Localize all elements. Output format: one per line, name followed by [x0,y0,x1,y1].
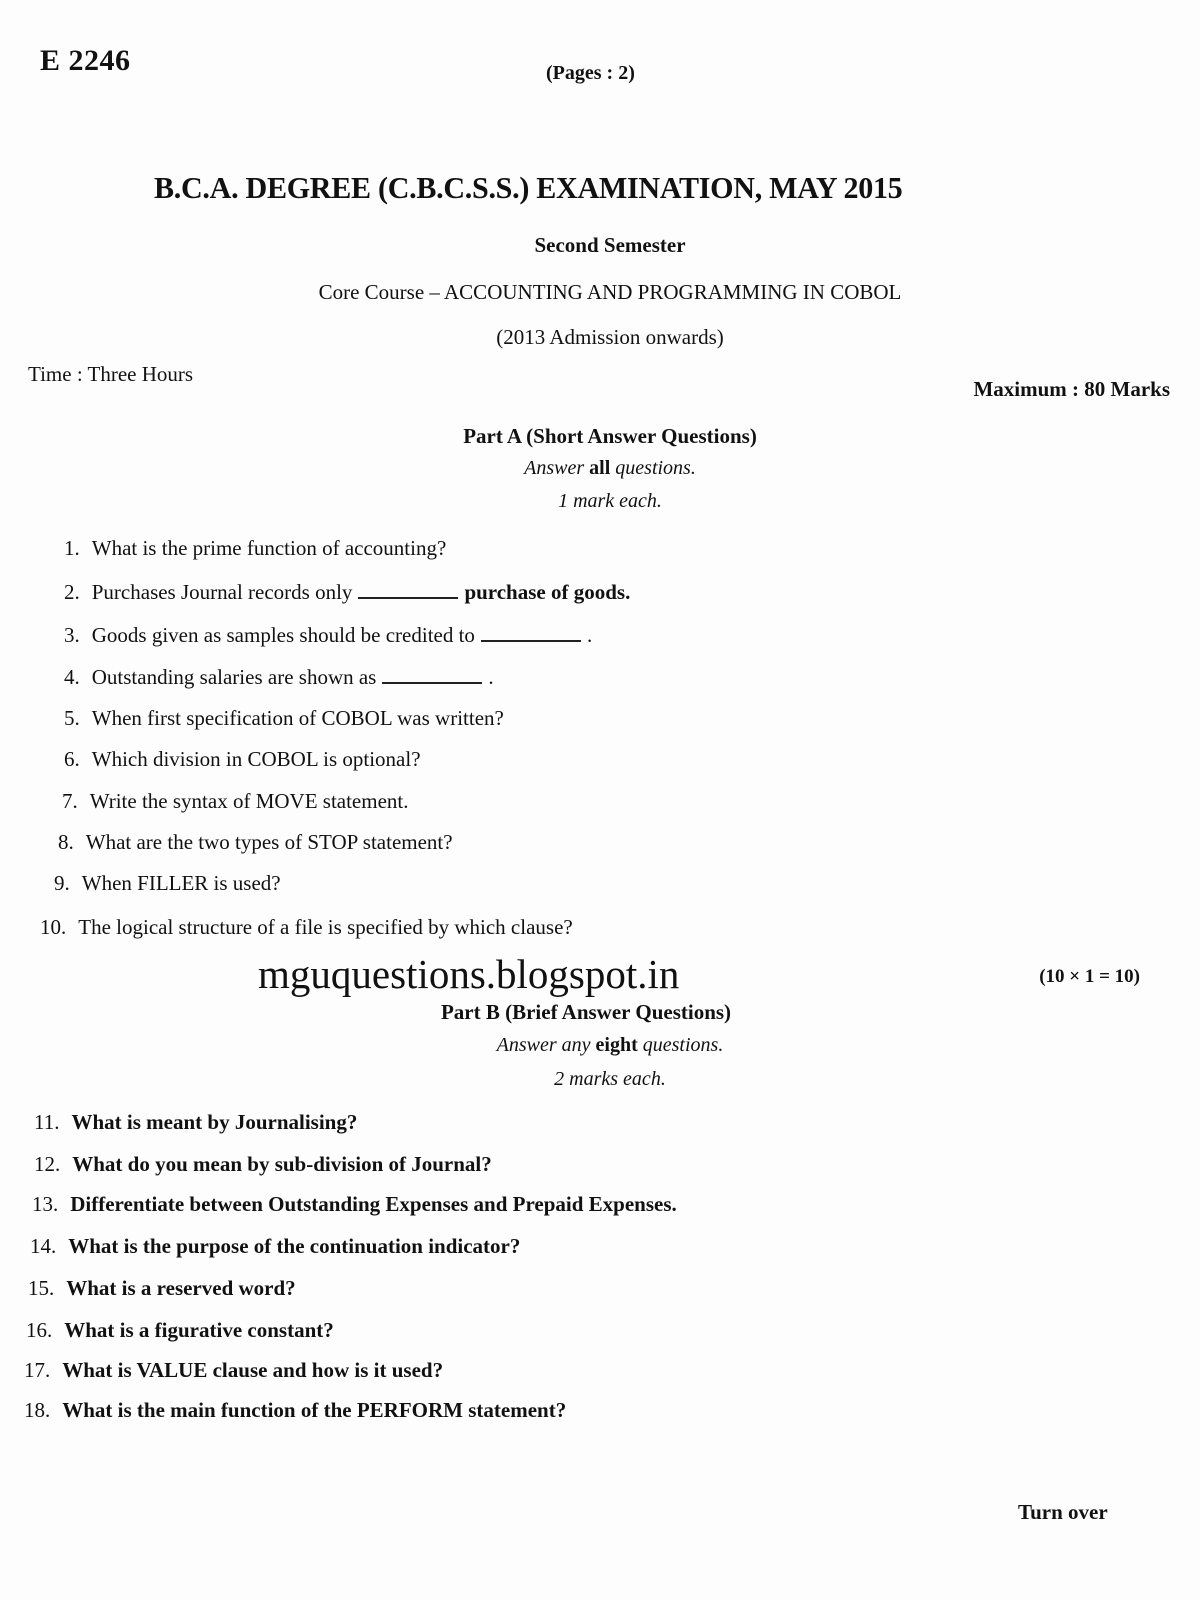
part-b-instruction: Answer any eight questions. [496,1034,724,1056]
part-a-instruction: Answer all questions. [524,457,696,479]
semester: Second Semester [534,233,686,257]
part-a-heading: Part A (Short Answer Questions) [463,424,757,448]
question-10: 10. The logical structure of a file is specified by which clause? [40,915,573,939]
question-17: 17. What is VALUE clause and how is it used? [24,1358,444,1382]
question-2: 2. Purchases Journal records only purchase of goods. [64,580,631,604]
part-b-heading: Part B (Brief Answer Questions) [440,1000,732,1024]
question-6: 6. Which division in COBOL is optional? [64,747,421,771]
question-1: 1. What is the prime function of accounting? [64,536,447,560]
turn-over-note: Turn over [1018,1500,1108,1524]
part-a-marks-each: 1 mark each. [558,490,662,512]
question-14: 14. What is the purpose of the continuation indicator? [30,1234,521,1258]
part-a-total-marks: (10 × 1 = 10) [1039,966,1140,987]
admission-note: (2013 Admission onwards) [496,325,724,349]
answer-blank [382,681,482,684]
question-12: 12. What do you mean by sub-division of Journal? [34,1152,492,1176]
question-4: 4. Outstanding salaries are shown as . [64,665,494,689]
question-16: 16. What is a figurative constant? [26,1318,334,1342]
question-18: 18. What is the main function of the PERFORM statement? [24,1398,567,1422]
part-b-marks-each: 2 marks each. [554,1068,666,1090]
paper-code: E 2246 [40,44,131,77]
time-allowed: Time : Three Hours [28,362,194,386]
website-watermark: mguquestions.blogspot.in [258,951,680,997]
question-5: 5. When first specification of COBOL was written? [64,706,504,730]
answer-blank [481,639,581,642]
question-7: 7. Write the syntax of MOVE statement. [62,789,409,813]
question-9: 9. When FILLER is used? [54,871,281,895]
question-13: 13. Differentiate between Outstanding Expenses and Prepaid Expenses. [32,1192,677,1216]
page-count: (Pages : 2) [546,62,635,84]
question-11: 11. What is meant by Journalising? [34,1110,358,1134]
question-3: 3. Goods given as samples should be credited to . [64,623,593,647]
answer-blank [358,596,458,599]
course-name: Core Course – ACCOUNTING AND PROGRAMMING IN COBOL [318,280,902,304]
exam-title: B.C.A. DEGREE (C.B.C.S.S.) EXAMINATION, MAY 2015 [154,170,903,205]
maximum-marks: Maximum : 80 Marks [973,377,1170,401]
question-8: 8. What are the two types of STOP statement? [58,830,453,854]
question-15: 15. What is a reserved word? [28,1276,296,1300]
